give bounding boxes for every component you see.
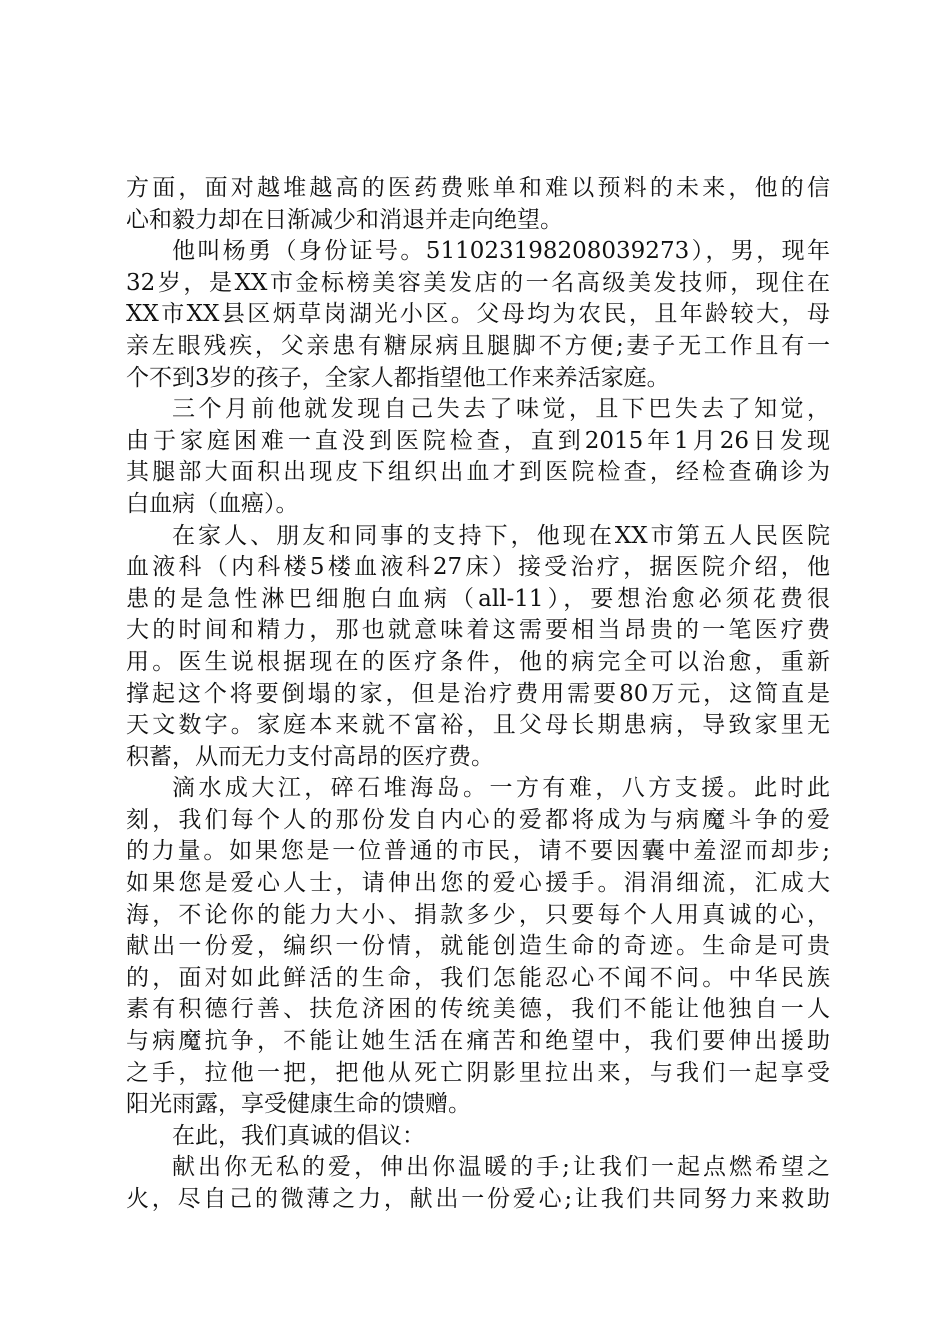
text-line: 献出一份爱，编织一份情，就能创造生命的奇迹。生命是可贵 bbox=[126, 933, 830, 960]
text-line: 与病魔抗争，不能让她生活在痛苦和绝望中，我们要伸出援助 bbox=[126, 1028, 830, 1055]
text-line: 大的时间和精力，那也就意味着这需要相当昂贵的一笔医疗费 bbox=[126, 617, 830, 644]
text-line: 的力量。如果您是一位普通的市民，请不要因囊中羞涩而却步; bbox=[126, 838, 830, 865]
text-line: 在此，我们真诚的倡议： bbox=[172, 1122, 425, 1149]
text-line: 积蓄，从而无力支付高昂的医疗费。 bbox=[126, 743, 494, 770]
text-line: 撑起这个将要倒塌的家，但是治疗费用需要80万元，这简直是 bbox=[126, 680, 830, 707]
text-line: 方面，面对越堆越高的医药费账单和难以预料的未来，他的信 bbox=[126, 175, 830, 201]
text-line: 其腿部大面积出现皮下组织出血才到医院检查，经检查确诊为 bbox=[126, 459, 830, 486]
text-line: 滴水成大江，碎石堆海岛。一方有难，八方支援。此时此 bbox=[172, 775, 830, 802]
text-line: 亲左眼残疾，父亲患有糖尿病且腿脚不方便;妻子无工作且有一 bbox=[126, 332, 830, 359]
text-line: 海，不论你的能力大小、捐款多少，只要每个人用真诚的心， bbox=[126, 901, 830, 928]
text-line: 的，面对如此鲜活的生命，我们怎能忍心不闻不问。中华民族 bbox=[126, 964, 830, 991]
text-line: XX市XX县区炳草岗湖光小区。父母均为农民，且年龄较大，母 bbox=[126, 301, 830, 328]
text-line: 三个月前他就发现自己失去了味觉，且下巴失去了知觉， bbox=[172, 396, 830, 423]
text-line: 如果您是爱心人士，请伸出您的爱心援手。涓涓细流，汇成大 bbox=[126, 870, 830, 897]
text-line: 他叫杨勇（身份证号。511023198208039273），男，现年 bbox=[172, 238, 830, 265]
text-line: 素有积德行善、扶危济困的传统美德，我们不能让他独自一人 bbox=[126, 996, 830, 1023]
text-line: 白血病（血癌）。 bbox=[126, 490, 299, 517]
text-line: 用。医生说根据现在的医疗条件，他的病完全可以治愈，重新 bbox=[126, 648, 830, 675]
text-line: 献出你无私的爱，伸出你温暖的手;让我们一起点燃希望之 bbox=[172, 1154, 830, 1181]
text-line: 心和毅力却在日渐减少和消退并走向绝望。 bbox=[126, 206, 563, 233]
text-line: 血液科（内科楼5楼血液科27床）接受治疗，据医院介绍，他 bbox=[126, 554, 830, 581]
text-line: 火，尽自己的微薄之力，献出一份爱心;让我们共同努力来救助 bbox=[126, 1186, 830, 1212]
text-line: 患的是急性淋巴细胞白血病（all-11），要想治愈必须花费很 bbox=[126, 585, 830, 612]
text-line: 个不到3岁的孩子，全家人都指望他工作来养活家庭。 bbox=[126, 364, 670, 391]
text-line: 刻，我们每个人的那份发自内心的爱都将成为与病魔斗争的爱 bbox=[126, 806, 830, 833]
text-line: 由于家庭困难一直没到医院检查，直到2015年1月26日发现 bbox=[126, 427, 830, 454]
text-line: 之手，拉他一把，把他从死亡阴影里拉出来，与我们一起享受 bbox=[126, 1059, 830, 1086]
text-line: 天文数字。家庭本来就不富裕，且父母长期患病，导致家里无 bbox=[126, 712, 830, 739]
text-line: 阳光雨露，享受健康生命的馈赠。 bbox=[126, 1091, 471, 1118]
text-line: 在家人、朋友和同事的支持下，他现在XX市第五人民医院 bbox=[172, 522, 830, 549]
text-line: 32岁，是XX市金标榜美容美发店的一名高级美发技师，现住在 bbox=[126, 269, 830, 296]
document-body bbox=[126, 173, 830, 1216]
